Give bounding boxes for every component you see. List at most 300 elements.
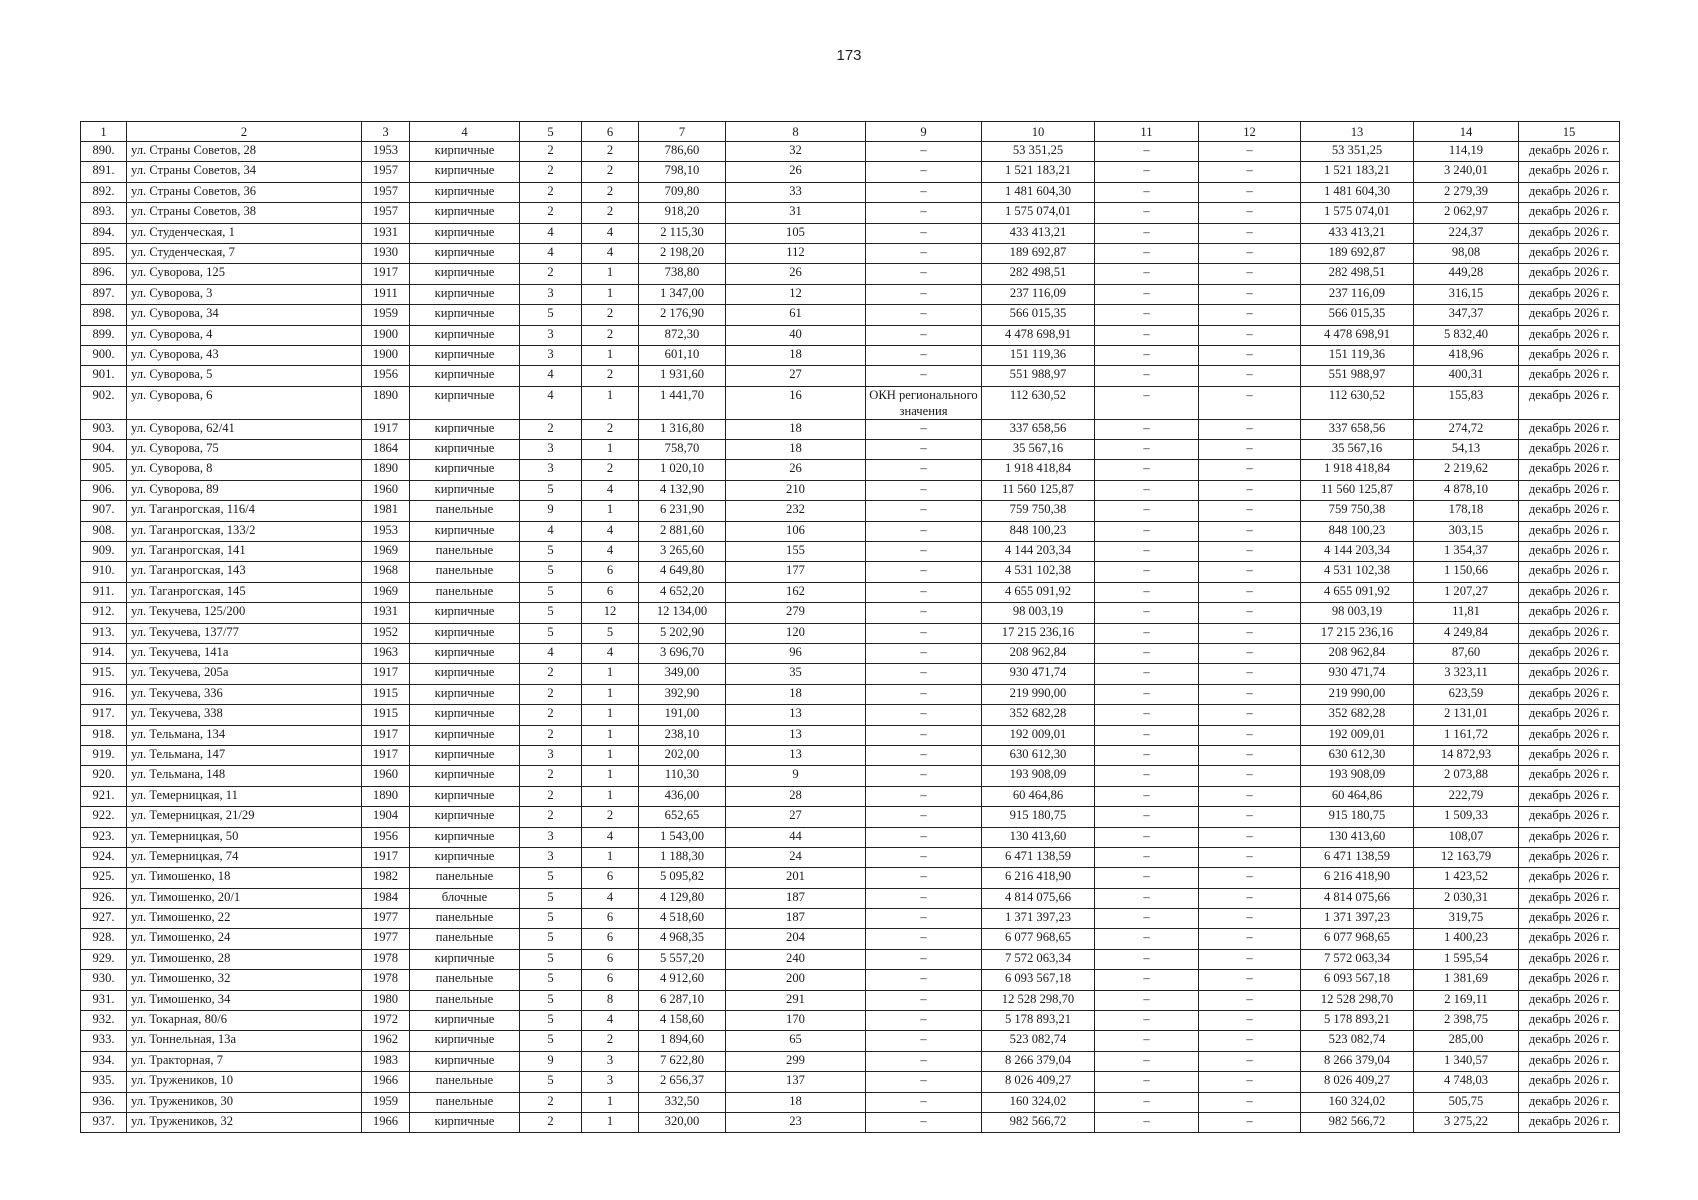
area-cell: 758,70 (639, 440, 726, 460)
cost-col-11-cell: – (1095, 284, 1199, 304)
heritage-status-cell: – (866, 480, 982, 500)
cost-per-unit-cell: 418,96 (1414, 345, 1519, 365)
cost-col-13-cell: 915 180,75 (1301, 807, 1414, 827)
deadline-cell: декабрь 2026 г. (1519, 305, 1620, 325)
year-built-cell: 1953 (362, 521, 410, 541)
residents-cell: 18 (726, 419, 866, 439)
cost-total-cell: 352 682,28 (982, 705, 1095, 725)
column-number-header: 9 (866, 122, 982, 142)
cost-col-11-cell: – (1095, 990, 1199, 1010)
floors-cell: 3 (520, 325, 582, 345)
floors-cell: 4 (520, 366, 582, 386)
address-cell: ул. Таганрогская, 145 (127, 582, 362, 602)
residents-cell: 200 (726, 970, 866, 990)
deadline-cell: декабрь 2026 г. (1519, 460, 1620, 480)
heritage-status-cell: – (866, 786, 982, 806)
cost-col-13-cell: 219 990,00 (1301, 684, 1414, 704)
entrances-cell: 4 (582, 521, 639, 541)
cost-per-unit-cell: 4 249,84 (1414, 623, 1519, 643)
year-built-cell: 1917 (362, 745, 410, 765)
year-built-cell: 1984 (362, 888, 410, 908)
year-built-cell: 1915 (362, 705, 410, 725)
residents-cell: 155 (726, 542, 866, 562)
cost-total-cell: 848 100,23 (982, 521, 1095, 541)
table-row (81, 664, 1620, 684)
area-cell: 4 649,80 (639, 562, 726, 582)
cost-col-12-cell: – (1199, 460, 1301, 480)
address-cell: ул. Тружеников, 10 (127, 1072, 362, 1092)
floors-cell: 5 (520, 562, 582, 582)
row-number-cell: 915. (81, 664, 127, 684)
floors-cell: 3 (520, 460, 582, 480)
wall-material-cell: кирпичные (410, 521, 520, 541)
cost-per-unit-cell: 285,00 (1414, 1031, 1519, 1051)
heritage-status-cell: – (866, 264, 982, 284)
residents-cell: 279 (726, 603, 866, 623)
housing-table (80, 121, 1620, 1133)
cost-col-12-cell: – (1199, 305, 1301, 325)
wall-material-cell: кирпичные (410, 847, 520, 867)
wall-material-cell: блочные (410, 888, 520, 908)
address-cell: ул. Тимошенко, 32 (127, 970, 362, 990)
area-cell: 918,20 (639, 203, 726, 223)
table-row (81, 888, 1620, 908)
area-cell: 1 543,00 (639, 827, 726, 847)
cost-col-13-cell: 8 026 409,27 (1301, 1072, 1414, 1092)
wall-material-cell: кирпичные (410, 264, 520, 284)
cost-col-13-cell: 630 612,30 (1301, 745, 1414, 765)
cost-col-11-cell: – (1095, 745, 1199, 765)
entrances-cell: 2 (582, 203, 639, 223)
wall-material-cell: панельные (410, 868, 520, 888)
entrances-cell: 2 (582, 325, 639, 345)
cost-per-unit-cell: 1 340,57 (1414, 1051, 1519, 1071)
heritage-status-cell: – (866, 1112, 982, 1132)
floors-cell: 3 (520, 440, 582, 460)
floors-cell: 4 (520, 243, 582, 263)
area-cell: 349,00 (639, 664, 726, 684)
table-row (81, 182, 1620, 202)
row-number-cell: 926. (81, 888, 127, 908)
cost-col-13-cell: 982 566,72 (1301, 1112, 1414, 1132)
cost-per-unit-cell: 1 150,66 (1414, 562, 1519, 582)
row-number-cell: 908. (81, 521, 127, 541)
heritage-status-cell: – (866, 162, 982, 182)
cost-per-unit-cell: 3 275,22 (1414, 1112, 1519, 1132)
cost-per-unit-cell: 155,83 (1414, 386, 1519, 419)
cost-col-13-cell: 551 988,97 (1301, 366, 1414, 386)
table-row (81, 1112, 1620, 1132)
residents-cell: 187 (726, 909, 866, 929)
deadline-cell: декабрь 2026 г. (1519, 345, 1620, 365)
deadline-cell: декабрь 2026 г. (1519, 970, 1620, 990)
deadline-cell: декабрь 2026 г. (1519, 725, 1620, 745)
heritage-status-cell: – (866, 970, 982, 990)
wall-material-cell: кирпичные (410, 1011, 520, 1031)
address-cell: ул. Тимошенко, 34 (127, 990, 362, 1010)
floors-cell: 3 (520, 745, 582, 765)
wall-material-cell: кирпичные (410, 305, 520, 325)
cost-total-cell: 4 144 203,34 (982, 542, 1095, 562)
heritage-status-cell: – (866, 582, 982, 602)
floors-cell: 5 (520, 305, 582, 325)
row-number-cell: 931. (81, 990, 127, 1010)
entrances-cell: 2 (582, 807, 639, 827)
area-cell: 2 656,37 (639, 1072, 726, 1092)
deadline-cell: декабрь 2026 г. (1519, 643, 1620, 663)
heritage-status-cell: – (866, 203, 982, 223)
column-number-header: 6 (582, 122, 639, 142)
residents-cell: 240 (726, 949, 866, 969)
deadline-cell: декабрь 2026 г. (1519, 990, 1620, 1010)
row-number-cell: 917. (81, 705, 127, 725)
deadline-cell: декабрь 2026 г. (1519, 929, 1620, 949)
entrances-cell: 4 (582, 643, 639, 663)
address-cell: ул. Суворова, 75 (127, 440, 362, 460)
residents-cell: 13 (726, 725, 866, 745)
row-number-cell: 906. (81, 480, 127, 500)
cost-per-unit-cell: 2 030,31 (1414, 888, 1519, 908)
cost-col-12-cell: – (1199, 725, 1301, 745)
table-row (81, 305, 1620, 325)
cost-total-cell: 982 566,72 (982, 1112, 1095, 1132)
cost-col-12-cell: – (1199, 366, 1301, 386)
row-number-cell: 936. (81, 1092, 127, 1112)
cost-per-unit-cell: 1 381,69 (1414, 970, 1519, 990)
row-number-cell: 912. (81, 603, 127, 623)
cost-col-12-cell: – (1199, 929, 1301, 949)
cost-col-13-cell: 4 531 102,38 (1301, 562, 1414, 582)
address-cell: ул. Текучева, 137/77 (127, 623, 362, 643)
deadline-cell: декабрь 2026 г. (1519, 827, 1620, 847)
cost-total-cell: 208 962,84 (982, 643, 1095, 663)
table-row (81, 684, 1620, 704)
year-built-cell: 1959 (362, 1092, 410, 1112)
cost-col-13-cell: 193 908,09 (1301, 766, 1414, 786)
table-row (81, 521, 1620, 541)
deadline-cell: декабрь 2026 г. (1519, 562, 1620, 582)
residents-cell: 18 (726, 345, 866, 365)
year-built-cell: 1963 (362, 643, 410, 663)
entrances-cell: 1 (582, 684, 639, 704)
year-built-cell: 1969 (362, 542, 410, 562)
residents-cell: 12 (726, 284, 866, 304)
deadline-cell: декабрь 2026 г. (1519, 664, 1620, 684)
table-row (81, 1072, 1620, 1092)
cost-total-cell: 6 216 418,90 (982, 868, 1095, 888)
area-cell: 4 518,60 (639, 909, 726, 929)
row-number-cell: 895. (81, 243, 127, 263)
year-built-cell: 1957 (362, 182, 410, 202)
address-cell: ул. Страны Советов, 38 (127, 203, 362, 223)
floors-cell: 3 (520, 847, 582, 867)
wall-material-cell: кирпичные (410, 440, 520, 460)
cost-col-11-cell: – (1095, 1051, 1199, 1071)
heritage-status-cell: – (866, 521, 982, 541)
entrances-cell: 6 (582, 868, 639, 888)
cost-col-11-cell: – (1095, 643, 1199, 663)
year-built-cell: 1960 (362, 766, 410, 786)
residents-cell: 291 (726, 990, 866, 1010)
cost-col-13-cell: 4 144 203,34 (1301, 542, 1414, 562)
row-number-cell: 913. (81, 623, 127, 643)
floors-cell: 5 (520, 542, 582, 562)
cost-per-unit-cell: 1 423,52 (1414, 868, 1519, 888)
cost-col-12-cell: – (1199, 949, 1301, 969)
area-cell: 3 265,60 (639, 542, 726, 562)
deadline-cell: декабрь 2026 г. (1519, 705, 1620, 725)
wall-material-cell: кирпичные (410, 460, 520, 480)
address-cell: ул. Таганрогская, 116/4 (127, 501, 362, 521)
year-built-cell: 1904 (362, 807, 410, 827)
cost-total-cell: 1 481 604,30 (982, 182, 1095, 202)
cost-total-cell: 1 521 183,21 (982, 162, 1095, 182)
row-number-cell: 924. (81, 847, 127, 867)
cost-col-13-cell: 566 015,35 (1301, 305, 1414, 325)
cost-per-unit-cell: 303,15 (1414, 521, 1519, 541)
cost-per-unit-cell: 2 131,01 (1414, 705, 1519, 725)
residents-cell: 32 (726, 142, 866, 162)
cost-col-11-cell: – (1095, 1011, 1199, 1031)
entrances-cell: 4 (582, 243, 639, 263)
table-row (81, 725, 1620, 745)
area-cell: 191,00 (639, 705, 726, 725)
area-cell: 332,50 (639, 1092, 726, 1112)
cost-total-cell: 7 572 063,34 (982, 949, 1095, 969)
cost-col-13-cell: 4 478 698,91 (1301, 325, 1414, 345)
heritage-status-cell: – (866, 1051, 982, 1071)
address-cell: ул. Темерницкая, 11 (127, 786, 362, 806)
wall-material-cell: панельные (410, 542, 520, 562)
table-row (81, 203, 1620, 223)
cost-col-11-cell: – (1095, 419, 1199, 439)
cost-col-13-cell: 60 464,86 (1301, 786, 1414, 806)
address-cell: ул. Текучева, 338 (127, 705, 362, 725)
cost-per-unit-cell: 108,07 (1414, 827, 1519, 847)
table-row (81, 643, 1620, 663)
cost-total-cell: 151 119,36 (982, 345, 1095, 365)
entrances-cell: 3 (582, 1072, 639, 1092)
area-cell: 392,90 (639, 684, 726, 704)
entrances-cell: 4 (582, 480, 639, 500)
floors-cell: 2 (520, 807, 582, 827)
area-cell: 1 316,80 (639, 419, 726, 439)
heritage-status-cell: – (866, 501, 982, 521)
deadline-cell: декабрь 2026 г. (1519, 847, 1620, 867)
residents-cell: 18 (726, 684, 866, 704)
year-built-cell: 1931 (362, 603, 410, 623)
residents-cell: 299 (726, 1051, 866, 1071)
cost-col-11-cell: – (1095, 305, 1199, 325)
table-row (81, 542, 1620, 562)
wall-material-cell: кирпичные (410, 1031, 520, 1051)
row-number-cell: 910. (81, 562, 127, 582)
floors-cell: 5 (520, 868, 582, 888)
address-cell: ул. Текучева, 141а (127, 643, 362, 663)
table-row (81, 386, 1620, 419)
table-row (81, 603, 1620, 623)
cost-col-11-cell: – (1095, 868, 1199, 888)
area-cell: 798,10 (639, 162, 726, 182)
cost-col-12-cell: – (1199, 562, 1301, 582)
year-built-cell: 1968 (362, 562, 410, 582)
row-number-cell: 934. (81, 1051, 127, 1071)
cost-per-unit-cell: 2 279,39 (1414, 182, 1519, 202)
deadline-cell: декабрь 2026 г. (1519, 142, 1620, 162)
table-row (81, 929, 1620, 949)
entrances-cell: 6 (582, 582, 639, 602)
address-cell: ул. Страны Советов, 34 (127, 162, 362, 182)
entrances-cell: 1 (582, 345, 639, 365)
cost-col-11-cell: – (1095, 827, 1199, 847)
year-built-cell: 1983 (362, 1051, 410, 1071)
area-cell: 4 132,90 (639, 480, 726, 500)
cost-col-11-cell: – (1095, 725, 1199, 745)
cost-per-unit-cell: 3 323,11 (1414, 664, 1519, 684)
heritage-status-cell: – (866, 345, 982, 365)
cost-col-12-cell: – (1199, 643, 1301, 663)
cost-col-11-cell: – (1095, 888, 1199, 908)
deadline-cell: декабрь 2026 г. (1519, 542, 1620, 562)
cost-col-13-cell: 4 814 075,66 (1301, 888, 1414, 908)
entrances-cell: 2 (582, 142, 639, 162)
cost-total-cell: 11 560 125,87 (982, 480, 1095, 500)
cost-col-12-cell: – (1199, 264, 1301, 284)
wall-material-cell: панельные (410, 501, 520, 521)
table-body (81, 142, 1620, 1133)
floors-cell: 5 (520, 929, 582, 949)
deadline-cell: декабрь 2026 г. (1519, 888, 1620, 908)
area-cell: 3 696,70 (639, 643, 726, 663)
area-cell: 652,65 (639, 807, 726, 827)
cost-per-unit-cell: 449,28 (1414, 264, 1519, 284)
cost-col-13-cell: 53 351,25 (1301, 142, 1414, 162)
deadline-cell: декабрь 2026 г. (1519, 1011, 1620, 1031)
deadline-cell: декабрь 2026 г. (1519, 766, 1620, 786)
wall-material-cell: кирпичные (410, 386, 520, 419)
cost-per-unit-cell: 224,37 (1414, 223, 1519, 243)
row-number-cell: 930. (81, 970, 127, 990)
area-cell: 872,30 (639, 325, 726, 345)
cost-total-cell: 98 003,19 (982, 603, 1095, 623)
cost-per-unit-cell: 2 219,62 (1414, 460, 1519, 480)
entrances-cell: 6 (582, 929, 639, 949)
floors-cell: 4 (520, 223, 582, 243)
area-cell: 5 202,90 (639, 623, 726, 643)
cost-col-11-cell: – (1095, 142, 1199, 162)
cost-per-unit-cell: 1 595,54 (1414, 949, 1519, 969)
area-cell: 1 020,10 (639, 460, 726, 480)
cost-col-11-cell: – (1095, 562, 1199, 582)
entrances-cell: 12 (582, 603, 639, 623)
deadline-cell: декабрь 2026 г. (1519, 684, 1620, 704)
cost-col-12-cell: – (1199, 1072, 1301, 1092)
deadline-cell: декабрь 2026 г. (1519, 325, 1620, 345)
cost-col-11-cell: – (1095, 366, 1199, 386)
year-built-cell: 1959 (362, 305, 410, 325)
heritage-status-cell: – (866, 142, 982, 162)
cost-col-11-cell: – (1095, 766, 1199, 786)
wall-material-cell: кирпичные (410, 162, 520, 182)
cost-col-11-cell: – (1095, 542, 1199, 562)
column-number-header: 12 (1199, 122, 1301, 142)
table-row (81, 1031, 1620, 1051)
cost-col-12-cell: – (1199, 203, 1301, 223)
cost-col-11-cell: – (1095, 501, 1199, 521)
cost-total-cell: 8 026 409,27 (982, 1072, 1095, 1092)
area-cell: 4 652,20 (639, 582, 726, 602)
wall-material-cell: кирпичные (410, 1112, 520, 1132)
cost-total-cell: 915 180,75 (982, 807, 1095, 827)
floors-cell: 5 (520, 970, 582, 990)
cost-col-11-cell: – (1095, 664, 1199, 684)
address-cell: ул. Темерницкая, 50 (127, 827, 362, 847)
cost-col-13-cell: 523 082,74 (1301, 1031, 1414, 1051)
cost-col-13-cell: 337 658,56 (1301, 419, 1414, 439)
area-cell: 320,00 (639, 1112, 726, 1132)
year-built-cell: 1978 (362, 970, 410, 990)
row-number-cell: 898. (81, 305, 127, 325)
floors-cell: 2 (520, 684, 582, 704)
cost-total-cell: 189 692,87 (982, 243, 1095, 263)
residents-cell: 27 (726, 366, 866, 386)
cost-total-cell: 112 630,52 (982, 386, 1095, 419)
row-number-cell: 896. (81, 264, 127, 284)
entrances-cell: 6 (582, 949, 639, 969)
deadline-cell: декабрь 2026 г. (1519, 1112, 1620, 1132)
address-cell: ул. Страны Советов, 36 (127, 182, 362, 202)
heritage-status-cell: – (866, 223, 982, 243)
table-row (81, 970, 1620, 990)
residents-cell: 204 (726, 929, 866, 949)
address-cell: ул. Тимошенко, 28 (127, 949, 362, 969)
entrances-cell: 1 (582, 1092, 639, 1112)
table-row (81, 990, 1620, 1010)
table-row (81, 1092, 1620, 1112)
cost-col-11-cell: – (1095, 807, 1199, 827)
cost-col-12-cell: – (1199, 182, 1301, 202)
wall-material-cell: кирпичные (410, 766, 520, 786)
cost-col-13-cell: 189 692,87 (1301, 243, 1414, 263)
floors-cell: 3 (520, 827, 582, 847)
entrances-cell: 3 (582, 1051, 639, 1071)
deadline-cell: декабрь 2026 г. (1519, 264, 1620, 284)
year-built-cell: 1981 (362, 501, 410, 521)
residents-cell: 16 (726, 386, 866, 419)
wall-material-cell: кирпичные (410, 745, 520, 765)
cost-col-13-cell: 1 575 074,01 (1301, 203, 1414, 223)
deadline-cell: декабрь 2026 г. (1519, 582, 1620, 602)
cost-col-11-cell: – (1095, 949, 1199, 969)
cost-total-cell: 930 471,74 (982, 664, 1095, 684)
year-built-cell: 1911 (362, 284, 410, 304)
heritage-status-cell: – (866, 868, 982, 888)
residents-cell: 18 (726, 1092, 866, 1112)
heritage-status-cell: – (866, 1072, 982, 1092)
cost-col-13-cell: 352 682,28 (1301, 705, 1414, 725)
cost-col-13-cell: 1 918 418,84 (1301, 460, 1414, 480)
table-row (81, 284, 1620, 304)
wall-material-cell: кирпичные (410, 142, 520, 162)
cost-col-12-cell: – (1199, 345, 1301, 365)
heritage-status-cell: – (866, 664, 982, 684)
entrances-cell: 4 (582, 888, 639, 908)
year-built-cell: 1890 (362, 460, 410, 480)
heritage-status-cell: – (866, 243, 982, 263)
row-number-cell: 909. (81, 542, 127, 562)
cost-per-unit-cell: 1 207,27 (1414, 582, 1519, 602)
cost-col-12-cell: – (1199, 325, 1301, 345)
